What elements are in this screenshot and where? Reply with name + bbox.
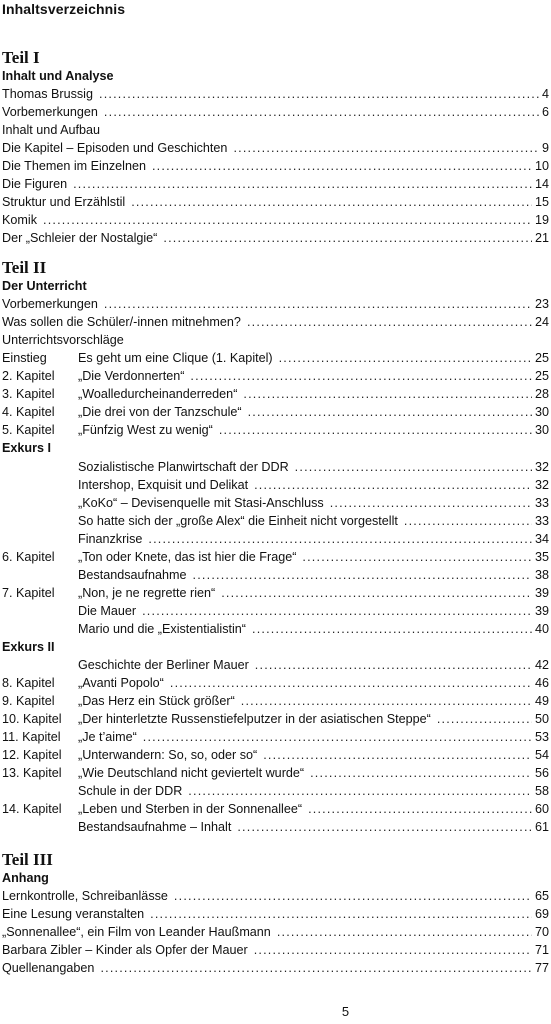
toc-entry [2, 923, 549, 941]
toc-entry [2, 728, 549, 746]
toc-entry [2, 139, 549, 157]
dot-leader [295, 458, 532, 476]
toc-entry [2, 530, 549, 548]
dot-leader [43, 211, 532, 229]
toc-entry [2, 905, 549, 923]
entry-page-number: 28 [534, 387, 549, 401]
entry-text: Eine Lesung veranstalten [2, 907, 145, 921]
entry-text: „Unterwandern: So, so, oder so“ [78, 748, 258, 762]
entry-page-number: 50 [534, 712, 549, 726]
entry-page-number: 53 [534, 730, 549, 744]
entry-page-number: 34 [534, 532, 549, 546]
dot-leader [302, 548, 532, 566]
entry-page-number: 32 [534, 460, 549, 474]
toc-entry [2, 295, 549, 313]
entry-label: 13. Kapitel [2, 766, 62, 780]
entry-page-number: 49 [534, 694, 549, 708]
entry-label: 3. Kapitel [2, 387, 55, 401]
dot-leader [174, 887, 532, 905]
entry-label: 6. Kapitel [2, 550, 55, 564]
dot-leader [150, 905, 532, 923]
entry-page-number: 25 [534, 351, 549, 365]
section-subtitle [2, 67, 549, 85]
entry-page-number: 71 [534, 943, 549, 957]
section-title: Teil II [2, 258, 47, 277]
entry-text: Mario und die „Existentialistin“ [78, 622, 246, 636]
toc-entry [2, 959, 549, 977]
dot-leader [188, 782, 532, 800]
section-subtitle-text: Der Unterricht [2, 279, 87, 293]
dot-leader [193, 566, 532, 584]
dot-leader [277, 923, 532, 941]
entry-label: 14. Kapitel [2, 802, 62, 816]
entry-text: „Ton oder Knete, das ist hier die Frage“ [78, 550, 297, 564]
toc-entry [2, 887, 549, 905]
toc-entry [2, 764, 549, 782]
dot-leader [310, 764, 532, 782]
entry-page-number: 69 [534, 907, 549, 921]
toc-entry [2, 692, 549, 710]
toc-entry [2, 512, 549, 530]
entry-text: „Leben und Sterben in der Sonnenallee“ [78, 802, 303, 816]
toc-entry [2, 710, 549, 728]
entry-page-number: 15 [534, 195, 549, 209]
entry-text: Es geht um eine Clique (1. Kapitel) [78, 351, 273, 365]
entry-text: Intershop, Exquisit und Delikat [78, 478, 249, 492]
entry-page-number: 19 [534, 213, 549, 227]
entry-page-number: 30 [534, 405, 549, 419]
toc-entry [2, 331, 549, 349]
entry-page-number: 39 [534, 604, 549, 618]
toc-entry [2, 85, 549, 103]
section-subtitle [2, 869, 549, 887]
entry-label: 10. Kapitel [2, 712, 62, 726]
section-subtitle [2, 277, 549, 295]
dot-leader [104, 103, 539, 121]
toc-entry [2, 494, 549, 512]
entry-page-number: 32 [534, 478, 549, 492]
dot-leader [279, 349, 532, 367]
entry-text: Unterrichtsvorschläge [2, 333, 124, 347]
toc-entry [2, 674, 549, 692]
entry-page-number: 54 [534, 748, 549, 762]
entry-page-number: 58 [534, 784, 549, 798]
entry-text: Quellenangaben [2, 961, 95, 975]
dot-leader [241, 692, 532, 710]
entry-page-number: 6 [541, 105, 549, 119]
entry-text: Thomas Brussig [2, 87, 93, 101]
entry-text: „Das Herz ein Stück größer“ [78, 694, 235, 708]
entry-page-number: 70 [534, 925, 549, 939]
dot-leader [100, 959, 532, 977]
toc-entry [2, 403, 549, 421]
entry-label: 9. Kapitel [2, 694, 55, 708]
toc-entry [2, 103, 549, 121]
dot-leader [148, 530, 532, 548]
entry-text: „Wie Deutschland nicht geviertelt wurde“ [78, 766, 305, 780]
dot-leader [248, 403, 532, 421]
entry-page-number: 30 [534, 423, 549, 437]
entry-text: Bestandsaufnahme [78, 568, 187, 582]
entry-label: 5. Kapitel [2, 423, 55, 437]
entry-text: Schule in der DDR [78, 784, 183, 798]
toc-entry [2, 121, 549, 139]
dot-leader [255, 656, 532, 674]
entry-text: Die Mauer [78, 604, 137, 618]
entry-text: „KoKo“ – Devisenquelle mit Stasi-Anschluss [78, 496, 324, 510]
entry-page-number: 24 [534, 315, 549, 329]
toc-entry [2, 313, 549, 331]
entry-label: Exkurs II [2, 640, 55, 654]
entry-page-number: 4 [541, 87, 549, 101]
entry-text: Die Themen im Einzelnen [2, 159, 146, 173]
dot-leader [237, 818, 532, 836]
dot-leader [263, 746, 532, 764]
dot-leader [170, 674, 532, 692]
toc-entry [2, 229, 549, 247]
entry-text: „Der hinterletzte Russenstiefelputzer in der asiatischen Steppe“ [78, 712, 431, 726]
dot-leader [73, 175, 532, 193]
dot-leader [254, 476, 532, 494]
entry-text: „Woalledurcheinanderreden“ [78, 387, 238, 401]
section-title: Teil III [2, 850, 53, 869]
toc-entry [2, 193, 549, 211]
entry-label: Einstieg [2, 351, 47, 365]
entry-text: Die Figuren [2, 177, 68, 191]
entry-text: „Avanti Popolo“ [78, 676, 164, 690]
entry-page-number: 65 [534, 889, 549, 903]
toc-entry [2, 602, 549, 620]
entry-text: Bestandsaufnahme – Inhalt [78, 820, 232, 834]
page-title: Inhaltsverzeichnis [2, 1, 126, 17]
dot-leader [221, 584, 532, 602]
toc-entry [2, 476, 549, 494]
entry-page-number: 39 [534, 586, 549, 600]
dot-leader [437, 710, 532, 728]
page-number: 5 [341, 1004, 350, 1019]
toc-entry [2, 620, 549, 638]
entry-text: Geschichte der Berliner Mauer [78, 658, 249, 672]
toc-entry [2, 941, 549, 959]
entry-text: Barbara Zibler – Kinder als Opfer der Mauer [2, 943, 248, 957]
entry-page-number: 35 [534, 550, 549, 564]
toc-entry [2, 349, 549, 367]
entry-page-number: 9 [541, 141, 549, 155]
entry-page-number: 61 [534, 820, 549, 834]
toc-entry [2, 421, 549, 439]
entry-page-number: 40 [534, 622, 549, 636]
dot-leader [152, 157, 532, 175]
entry-page-number: 46 [534, 676, 549, 690]
dot-leader [330, 494, 532, 512]
entry-text: Struktur und Erzählstil [2, 195, 126, 209]
dot-leader [142, 602, 532, 620]
toc-entry [2, 458, 549, 476]
toc-entry [2, 367, 549, 385]
toc-entry [2, 211, 549, 229]
entry-text: „Sonnenallee“, ein Film von Leander Haußmann [2, 925, 271, 939]
toc-entry [2, 566, 549, 584]
dot-leader [243, 385, 532, 403]
dot-leader [143, 728, 532, 746]
entry-page-number: 25 [534, 369, 549, 383]
dot-leader [190, 367, 532, 385]
toc-entry [2, 800, 549, 818]
toc-entry [2, 782, 549, 800]
entry-label: 7. Kapitel [2, 586, 55, 600]
toc-entry [2, 818, 549, 836]
entry-page-number: 60 [534, 802, 549, 816]
entry-page-number: 33 [534, 496, 549, 510]
entry-page-number: 77 [534, 961, 549, 975]
dot-leader [404, 512, 532, 530]
toc-entry [2, 157, 549, 175]
dot-leader [233, 139, 539, 157]
entry-text: Die Kapitel – Episoden und Geschichten [2, 141, 228, 155]
dot-leader [104, 295, 532, 313]
dot-leader [252, 620, 532, 638]
entry-text: Finanzkrise [78, 532, 143, 546]
toc-entry [2, 584, 549, 602]
entry-text: „Non, je ne regrette rien“ [78, 586, 216, 600]
entry-page-number: 56 [534, 766, 549, 780]
entry-label: 2. Kapitel [2, 369, 55, 383]
toc-entry [2, 656, 549, 674]
entry-label: 11. Kapitel [2, 730, 61, 744]
entry-text: Vorbemerkungen [2, 297, 98, 311]
section-subtitle-text: Inhalt und Analyse [2, 69, 114, 83]
entry-text: Komik [2, 213, 37, 227]
dot-leader [308, 800, 532, 818]
entry-label: 12. Kapitel [2, 748, 62, 762]
dot-leader [247, 313, 532, 331]
entry-text: Was sollen die Schüler/-innen mitnehmen? [2, 315, 241, 329]
entry-text: So hatte sich der „große Alex“ die Einheit nicht vorgestellt [78, 514, 398, 528]
entry-page-number: 21 [534, 231, 549, 245]
section-title: Teil I [2, 48, 40, 67]
entry-label: 4. Kapitel [2, 405, 55, 419]
entry-label: 8. Kapitel [2, 676, 55, 690]
entry-page-number: 23 [534, 297, 549, 311]
entry-text: Vorbemerkungen [2, 105, 98, 119]
entry-page-number: 42 [534, 658, 549, 672]
entry-text: Sozialistische Planwirtschaft der DDR [78, 460, 289, 474]
entry-text: Der „Schleier der Nostalgie“ [2, 231, 158, 245]
entry-text: „Die Verdonnerten“ [78, 369, 185, 383]
dot-leader [131, 193, 532, 211]
entry-page-number: 33 [534, 514, 549, 528]
toc-entry [2, 548, 549, 566]
dot-leader [254, 941, 532, 959]
entry-text: Lernkontrolle, Schreibanlässe [2, 889, 168, 903]
entry-text: „Fünfzig West zu wenig“ [78, 423, 213, 437]
dot-leader [219, 421, 532, 439]
entry-text: Inhalt und Aufbau [2, 123, 101, 137]
entry-page-number: 14 [534, 177, 549, 191]
entry-label: Exkurs I [2, 441, 52, 455]
toc-entry [2, 385, 549, 403]
entry-text: „Die drei von der Tanzschule“ [78, 405, 242, 419]
section-subtitle-text: Anhang [2, 871, 49, 885]
entry-page-number: 10 [534, 159, 549, 173]
entry-text: „Je t’aime“ [78, 730, 137, 744]
toc-entry [2, 638, 549, 656]
toc-entry [2, 175, 549, 193]
dot-leader [163, 229, 532, 247]
entry-page-number: 38 [534, 568, 549, 582]
toc-entry [2, 439, 549, 457]
toc-entry [2, 746, 549, 764]
dot-leader [99, 85, 539, 103]
